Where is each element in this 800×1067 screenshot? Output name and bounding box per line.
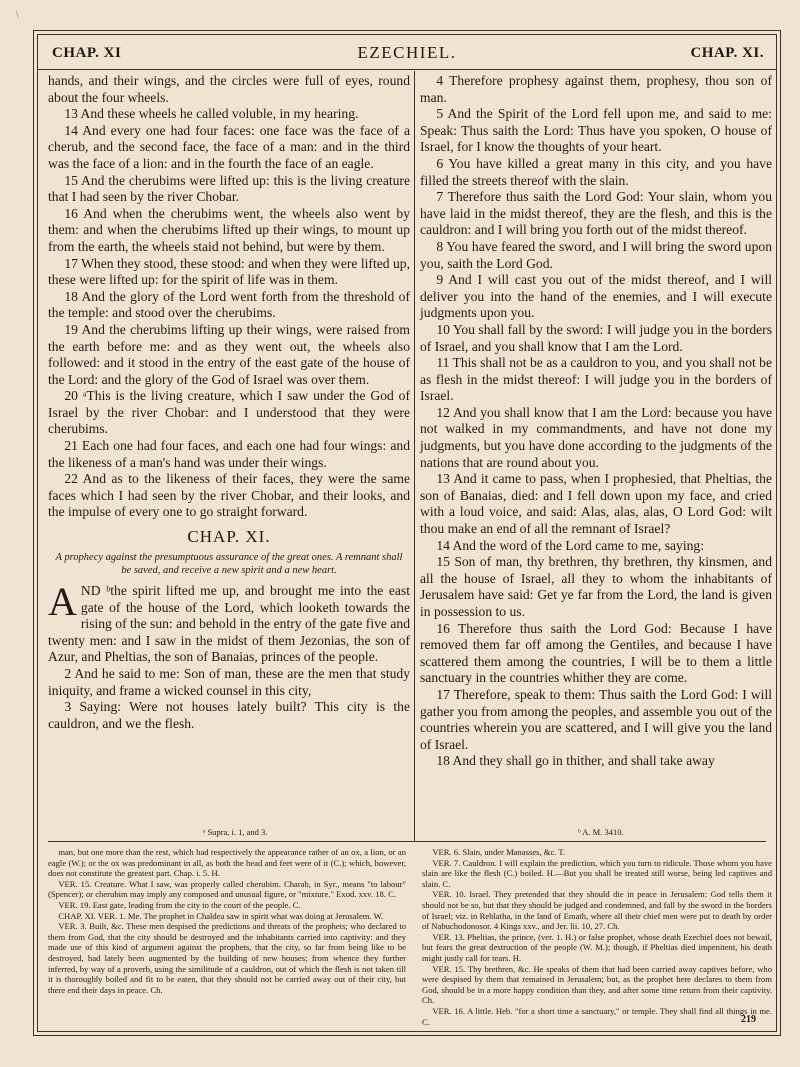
verse: 13 And these wheels he called voluble, in my hearing. [64, 106, 359, 122]
verse: 14 And the word of the Lord came to me, saying: [436, 537, 704, 553]
verse: 4 Therefore prophesy against them, prophesy, thou son of man. [420, 73, 772, 105]
footnote: VER. 3. Built, &c. These men despised the predictions and threats of the prophets; who declared to them from God, that the city should be destroyed and the inhabitants carried into captivity: and they made use of this kind of argument against the prophets, that the city, so far from being like to be destroyed, had lately been augmented by the building of new houses; from whence they further inferred, by way of a proverb, using the similitude of a cauldron, out of which the flesh is not taken till it is thoroughly boiled and fit to be eaten, that they should not be carried away out of their city, but there end their days in peace. Ch. [48, 921, 406, 995]
verse: 3 Saying: Were not houses lately built? This city is the cauldron, and we the flesh. [48, 699, 410, 731]
verse: hands, and their wings, and the circles were full of eyes, round about the four wheels. [48, 73, 410, 105]
verse: 2 And he said to me: Son of man, these are the men that study iniquity, and frame a wicked counsel in this city, [48, 666, 410, 698]
verse: 18 And they shall go in thither, and shall take away [436, 753, 715, 769]
verse: 10 You shall fall by the sword: I will judge you in the borders of Israel, and you shall know that I am the Lord. [420, 321, 772, 354]
footnote: VER. 15. Creature. What I saw, was properly called cherubim. Charab, in Syr., means "to labour" (Spencer); or cherubim may imply any composed and unusual figure, or "mixture." Exod. xxv. 18. C. [48, 878, 406, 900]
running-header [38, 35, 776, 70]
verse: 7 Therefore thus saith the Lord God: Your slain, whom you have laid in the midst thereof, they are the flesh, and this is the cauldron: and I will bring you forth out of the midst thereof. [420, 189, 772, 238]
column-divider [414, 71, 415, 841]
footnote: VER. 7. Cauldron. I will explain the prediction, which you turn to ridicule. Those whom you have slain are like the flesh (C.) boiled. H.—But you shall be treated still worse, being led captives and slain. C. [422, 857, 772, 889]
verse: 16 Therefore thus saith the Lord God: Because I have removed them far off among the Gentiles, and because I have scattered them among the countries, I will be to them a little sanctuary in the countries whither they are come. [420, 620, 772, 686]
verse: 13 And it came to pass, when I prophesied, that Pheltias, the son of Banaias, died: and I fell down upon my face, and cried with a loud voice, and said: Alas, alas, alas, O Lord God: wilt thou make an end of all the remnant of Israel? [420, 471, 772, 537]
margin-mark: \ [16, 10, 19, 21]
verse: 16 And when the cherubims went, the wheels also went by them: and when the cherubims lifted up their wings, to mount up from the earth, the wheels staid not behind, but were by them. [48, 205, 410, 254]
footnote: VER. 10. Israel. They pretended that they should die in peace in Jerusalem: God tells them it should not be so, but that they should be judged and condemned, and fall by the sword in the borders of Israel; viz. in Reblatha, in the land of Emath, where all their chief men were put to death by order of Nabuchodonosor. 4 Kings xxv., and Jer. lii. 10, 27. Ch. [422, 889, 772, 932]
verse: 15 Son of man, thy brethren, thy brethren, thy kinsmen, and all the house of Israel, all they to whom the inhabitants of Jerusalem have said: Get ye far from the Lord, the land is given in possession to us. [420, 554, 772, 619]
footnote: VER. 15. Thy brethren, &c. He speaks of them that had been carried away captives before, who were despised by them that remained in Jerusalem; but, as the prophet here declares to them from God, should be in a more happy condition than they, and after some time return from their captivity. Ch. [422, 963, 772, 1006]
verse: 5 And the Spirit of the Lord fell upon me, and said to me: Speak: Thus saith the Lord: Thus have you spoken, O house of Israel, for I know the thoughts of your heart. [420, 106, 772, 155]
verse: 19 And the cherubims lifting up their wings, were raised from the earth before me: and as they went out, the wheels also followed: and it stood in the entry of the east gate of the house of the Lord: and the glory of the God of Israel was over them. [48, 321, 410, 387]
footnote-ref-right: ᵇ A. M. 3410. [578, 827, 624, 837]
drop-cap: A [48, 579, 77, 625]
footnote: man, but one more than the rest, which had respectively the appearance rather of an ox, a lion, or an eagle (W.); or the ox was predominant in all, as both the head and feet were of it (C.); which, however, does not constitute the greatest part. Chap. i. 5. H. [48, 847, 406, 879]
chapter-summary: A prophecy against the presumptuous assurance of the great ones. A remnant shall be saved, and receive a new spirit and a new heart. [55, 552, 403, 577]
header-chapter-right: CHAP. XI. [690, 45, 764, 61]
footnote: VER. 13. Pheltias, the prince, (ver. 1. H.) or false prophet, whose death Ezechiel does not bewail, but fears the great destruction of the people (W. M.); though, if Pheltias died impenitent, his death might justly call for tears. H. [422, 931, 772, 963]
left-verses-after [48, 666, 410, 732]
verse: 12 And you shall know that I am the Lord: because you have not walked in my commandments, and have not done my judgments, but you have done according to the judgments of the nations that are round about you. [420, 404, 772, 470]
footnote: VER. 19. East gate, leading from the city to the court of the people. C. [58, 899, 301, 910]
verse: 22 And as to the likeness of their faces, they were the same faces which I had seen by the river Chobar, and their looks, and the impulse of every one to go straight forward. [48, 471, 410, 520]
footnote: VER. 6. Slain, under Manasses, &c. T. [432, 847, 566, 857]
footnote-ref-left: ᵃ Supra, i. 1, and 3. [203, 827, 268, 837]
chapter-heading: CHAP. XI. [187, 527, 271, 547]
header-book-title: EZECHIEL. [357, 43, 457, 62]
page-number: 219 [741, 1014, 756, 1025]
page-frame [33, 30, 781, 1036]
left-column [48, 73, 410, 732]
notes-right [422, 847, 772, 1027]
first-verse [48, 579, 410, 666]
verse: 9 And I will cast you out of the midst thereof, and I will deliver you into the hand of the enemies, and I will execute judgments upon you. [420, 272, 772, 321]
verse: 15 And the cherubims were lifted up: this is the living creature that I had seen by the river Chobar. [48, 172, 410, 205]
first-verse-text: ND ᵇthe spirit lifted me up, and brought me into the east gate of the house of the Lord, which looketh towards the rising of the sun: and behold in the entry of the gate five and twenty men: and I saw in the midst of them Jezonias, the son of Azur, and Pheltias, the son of Banaias, princes of the people. [48, 583, 410, 665]
verse: 8 You have feared the sword, and I will bring the sword upon you, saith the Lord God. [420, 238, 772, 271]
header-chapter-left: CHAP. XI [52, 45, 122, 61]
notes-left [48, 847, 406, 995]
right-column [420, 73, 772, 770]
verse: 17 When they stood, these stood: and when they were lifted up, these were lifted up: for the spirit of life was in them. [48, 255, 410, 288]
notes-divider [48, 841, 766, 842]
page-inner-frame [37, 34, 777, 1032]
verse: 6 You have killed a great many in this city, and you have filled the streets thereof with the slain. [420, 155, 772, 188]
verse: 18 And the glory of the Lord went forth from the threshold of the temple: and stood over the cherubims. [48, 288, 410, 321]
verse: 17 Therefore, speak to them: Thus saith the Lord God: I will gather you from among the peoples, and assemble you out of the countries wherein you are scattered, and I will give you the land of Israel. [420, 686, 772, 752]
verse: 20 ᵃThis is the living creature, which I saw under the God of Israel by the river Chobar: and I understood that they were cherubims. [48, 388, 410, 437]
right-verses [420, 73, 772, 770]
footnote: VER. 16. A little. Heb. "for a short time a sanctuary," or temple. They shall find all things in me. C. [422, 1005, 772, 1027]
footnote: CHAP. XI. VER. 1. Me. The prophet in Chaldea saw in spirit what was doing at Jerusalem. W. [58, 910, 384, 921]
verse: 21 Each one had four faces, and each one had four wings: and the likeness of a man's hand was under their wings. [48, 438, 410, 470]
verse: 11 This shall not be as a cauldron to you, and you shall not be as flesh in the midst thereof: I will judge you in the borders of Israel. [420, 355, 772, 404]
left-verses [48, 73, 410, 521]
verse: 14 And every one had four faces: one face was the face of a cherub, and the second face, the face of a man: and in the third was the face of a lion: and in the fourth the face of an eagle. [48, 122, 410, 171]
